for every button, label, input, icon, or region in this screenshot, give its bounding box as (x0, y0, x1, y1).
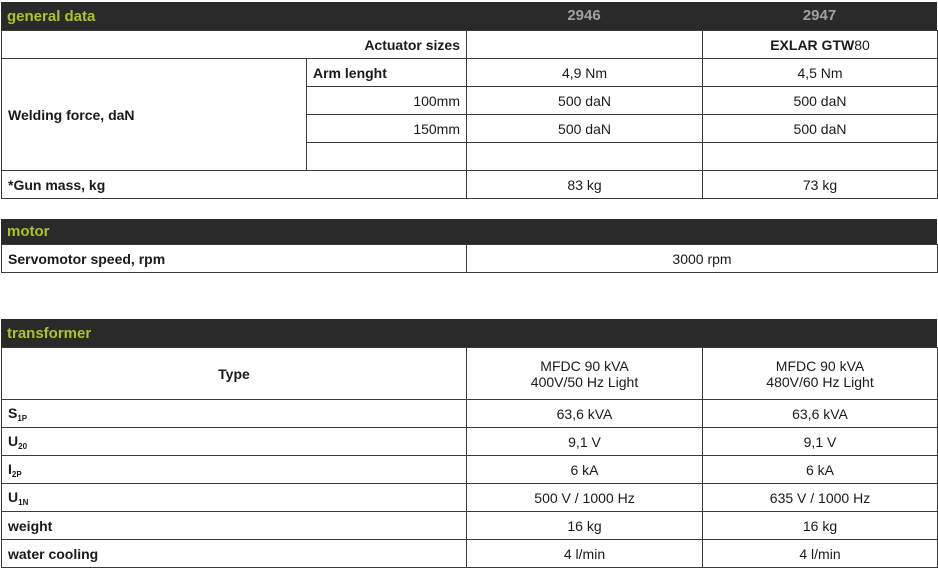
type-2946-value (467, 348, 703, 400)
transformer-section (1, 319, 937, 568)
water-cooling-2947-value: 4 l/min (703, 540, 938, 568)
s1p-symbol: S (8, 404, 18, 421)
row-150mm-2947-value: 500 daN (703, 115, 938, 143)
actuator-2947-value (703, 31, 938, 59)
actuator-2946-value (467, 31, 703, 59)
row-100mm-label: 100mm (307, 87, 467, 115)
actuator-sizes-label: Actuator sizes (2, 31, 467, 59)
actuator-2947-size: 80 (854, 36, 870, 53)
general-data-title: general data (7, 7, 96, 25)
gun-mass-label: *Gun mass, kg (2, 171, 467, 199)
row-150mm-label: 150mm (307, 115, 467, 143)
i2p-subscript: 2P (11, 469, 22, 479)
u20-label (2, 428, 467, 456)
table-row (2, 245, 938, 273)
arm-2947-value: 4,5 Nm (703, 59, 938, 87)
gun-mass-2947-value: 73 kg (703, 171, 938, 199)
general-data-table (1, 30, 938, 199)
water-cooling-label: water cooling (2, 540, 467, 568)
water-cooling-2946-value: 4 l/min (467, 540, 703, 568)
i2p-2947-value: 6 kA (703, 456, 938, 484)
type-2947-value (703, 348, 938, 400)
u1n-2947-value: 635 V / 1000 Hz (703, 484, 938, 512)
u20-subscript: 20 (18, 441, 28, 451)
arm-length-label: Arm lenght (307, 59, 467, 87)
motor-title: motor (7, 223, 50, 240)
table-row (2, 59, 938, 87)
transformer-title: transformer (7, 324, 92, 342)
type-2947-line2: 480V/60 Hz Light (766, 373, 874, 390)
transformer-table (1, 347, 938, 568)
u20-2947-value: 9,1 V (703, 428, 938, 456)
row-100mm-2947-value: 500 daN (703, 87, 938, 115)
servomotor-speed-label: Servomotor speed, rpm (2, 245, 467, 273)
weight-2946-value: 16 kg (467, 512, 703, 540)
s1p-2947-value: 63,6 kVA (703, 400, 938, 428)
table-row (2, 348, 938, 400)
empty-cell (467, 143, 703, 171)
row-150mm-2946-value: 500 daN (467, 115, 703, 143)
motor-table (1, 244, 938, 273)
table-row (2, 171, 938, 199)
table-row (2, 540, 938, 568)
arm-2946-value: 4,9 Nm (467, 59, 703, 87)
u1n-subscript: 1N (18, 497, 29, 507)
column-header-2947: 2947 (802, 7, 837, 24)
u1n-symbol: U (8, 488, 19, 505)
type-label: Type (2, 348, 467, 400)
actuator-2947-brand: EXLAR GTW (770, 36, 855, 53)
general-data-header (1, 2, 937, 30)
s1p-subscript: 1P (17, 413, 28, 423)
column-header-2946: 2946 (567, 7, 601, 24)
motor-section (1, 219, 937, 273)
table-row (2, 400, 938, 428)
s1p-2946-value: 63,6 kVA (467, 400, 703, 428)
servomotor-speed-value: 3000 rpm (467, 245, 938, 273)
general-data-section (1, 2, 937, 199)
table-row (2, 428, 938, 456)
table-row (2, 456, 938, 484)
type-2946-line2: 400V/50 Hz Light (530, 373, 639, 390)
empty-cell (703, 143, 938, 171)
gun-mass-2946-value: 83 kg (467, 171, 703, 199)
motor-header (1, 219, 937, 244)
weight-2947-value: 16 kg (703, 512, 938, 540)
table-row (2, 512, 938, 540)
u1n-label (2, 484, 467, 512)
u1n-2946-value: 500 V / 1000 Hz (467, 484, 703, 512)
table-row (2, 31, 938, 59)
i2p-symbol: I (8, 460, 12, 477)
table-row (2, 484, 938, 512)
s1p-label (2, 400, 467, 428)
type-2947-line1: MFDC 90 kVA (775, 357, 865, 374)
u20-2946-value: 9,1 V (467, 428, 703, 456)
i2p-label (2, 456, 467, 484)
row-100mm-2946-value: 500 daN (467, 87, 703, 115)
u20-symbol: U (8, 432, 19, 449)
weight-label: weight (2, 512, 467, 540)
i2p-2946-value: 6 kA (467, 456, 703, 484)
empty-cell (307, 143, 467, 171)
welding-force-label: Welding force, daN (2, 59, 307, 171)
transformer-header (1, 319, 937, 347)
type-2946-line1: MFDC 90 kVA (540, 357, 629, 374)
